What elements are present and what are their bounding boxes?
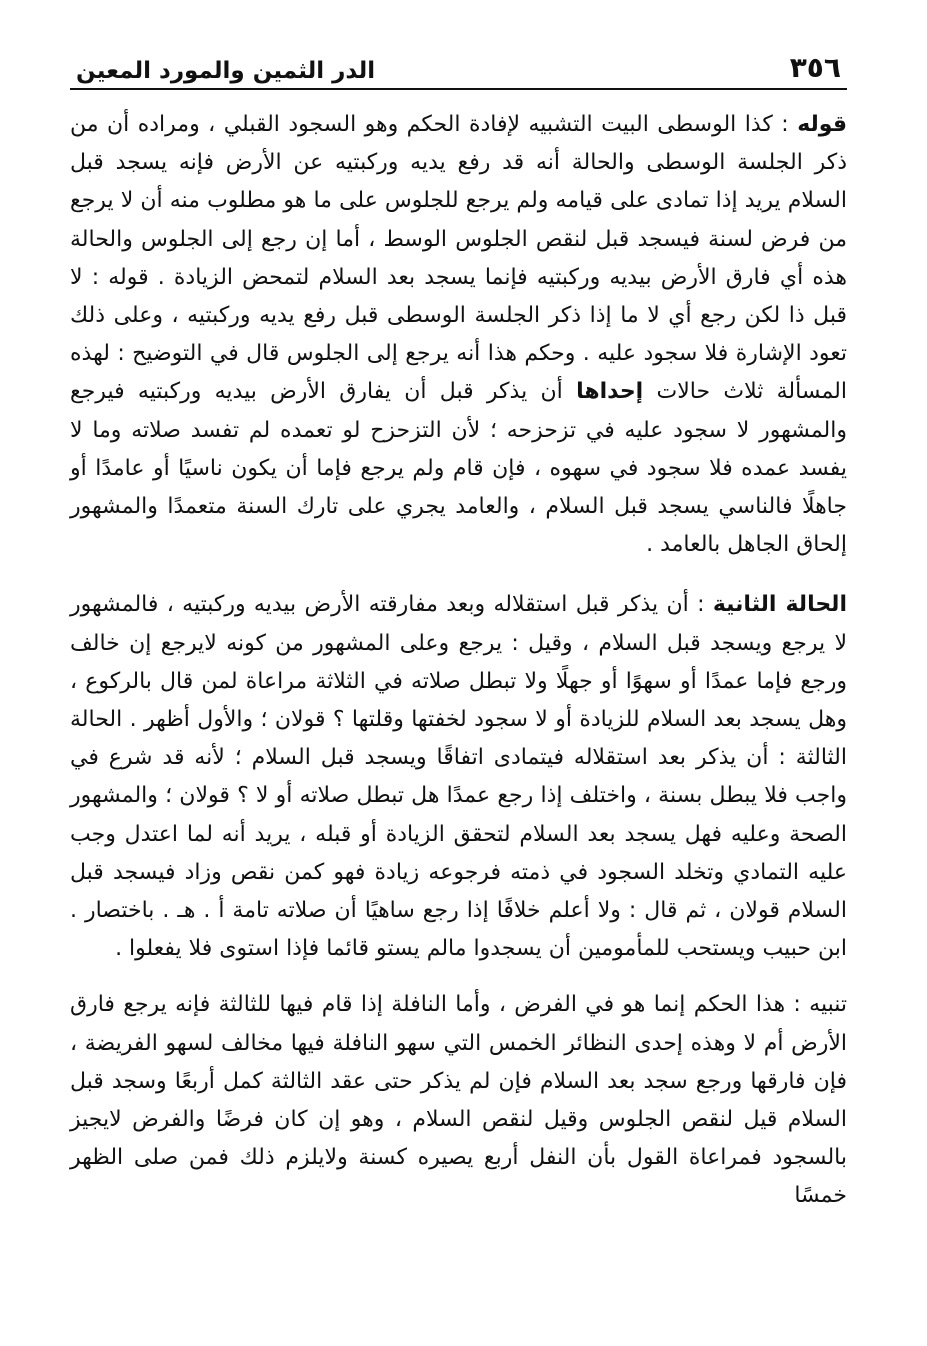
book-title: الدر الثمين والمورد المعين xyxy=(76,58,376,84)
paragraph-1 xyxy=(70,106,847,564)
text-body xyxy=(70,106,847,1216)
paragraph-2-text: : أن يذكر قبل استقلاله وبعد مفارقته الأرض بيديه وركبتيه ، فالمشهور لا يرجع ويسجد قبل السلام ، وقيل : يرجع وعلى المشهور من كونه لايرجع إن خالف ورجع فإما عمدًا أو سهوًا أو جهلًا ولا تبطل صلاته في الثلاثة مراعاة لمن قال بالركوع ، وهل يسجد بعد السلام للزيادة أو لا سجود لخفتها وقلتها ؟ قولان ؛ والأول أظهر . الحالة الثالثة : أن يذكر بعد استقلاله فيتمادى اتفاقًا ويسجد قبل السلام ؛ لأنه قد شرع في واجب فلا يبطل بسنة ، واختلف إذا رجع عمدًا هل تبطل صلاته أو لا ؟ قولان ؛ والمشهور الصحة وعليه فهل يسجد بعد السلام لتحقق الزيادة أو قبله ، يريد أنه لما اعتدل وجب عليه التمادي وتخلد السجود في ذمته فرجوعه زيادة فهو كمن نقص وزاد فيسجد قبل السلام قولان ، ثم قال : ولا أعلم خلافًا إذا رجع ساهيًا أن صلاته تامة أ . هـ . باختصار . ابن حبيب ويستحب للمأمومين أن يسجدوا مالم يستو قائما فإذا استوى فلا يفعلوا . xyxy=(70,592,847,962)
running-header xyxy=(70,44,847,90)
paragraph-1-lead: قوله xyxy=(797,112,847,137)
paragraph-2-lead: الحالة الثانية xyxy=(712,592,847,618)
paragraph-3 xyxy=(70,986,847,1215)
page-number: ٣٥٦ xyxy=(789,51,841,84)
paragraph-1-emphasis: إحداها xyxy=(576,379,644,405)
paragraph-2 xyxy=(70,586,847,968)
paragraph-1-text: : كذا الوسطى البيت التشبيه لإفادة الحكم وهو السجود القبلي ، ومراده أن من ذكر الجلسة الوسطى والحالة أنه قد رفع يديه وركبتيه عن الأرض فإنه يسجد قبل السلام يريد إذا تمادى على قيامه ولم يرجع للجلوس على ما هو مطلوب منه أن لا يرجع من فرض لسنة فيسجد قبل لنقص الجلوس الوسط ، أما إن رجع إلى الجلوس والحالة هذه أي فارق الأرض بيديه وركبتيه فإنما يسجد بعد السلام لتمحض الزيادة . قوله : لا قبل ذا لكن رجع أي لا ما إذا ذكر الجلسة الوسطى قبل رفع يديه وركبتيه ، وعلى ذلك تعود الإشارة فلا سجود عليه . وحكم هذا أنه يرجع إلى الجلوس قال في التوضيح : لهذه المسألة ثلاث حالات xyxy=(70,112,847,405)
paragraph-1-text-continued: أن يذكر قبل أن يفارق الأرض بيديه وركبتيه فيرجع والمشهور لا سجود عليه في تزحزحه ؛ لأن التزحزح لو تعمده لم تفسد صلاته وما لا يفسد عمده فلا سجود في سهوه ، فإن قام ولم يرجع فإما أن يكون ناسيًا أو عامدًا أو جاهلًا فالناسي يسجد قبل السلام ، والعامد يجري على تارك السنة متعمدًا والمشهور إلحاق الجاهل بالعامد . xyxy=(70,379,847,558)
paragraph-3-text: تنبيه : هذا الحكم إنما هو في الفرض ، وأما النافلة إذا قام فيها للثالثة فإنه يرجع فارق الأرض أم لا وهذه إحدى النظائر الخمس التي سهو النافلة فيها مخالف لسهو الفريضة ، فإن فارقها ورجع سجد بعد السلام فإن لم يذكر حتى عقد الثالثة كمل أربعًا وسجد قبل السلام قيل لنقص الجلوس وقيل لنقص السلام ، وهو إن كان فرضًا والفرض لايجيز بالسجود فمراعاة القول بأن النفل أربع يصيره كسنة ولايلزم ذلك فمن صلى الظهر خمسًا xyxy=(70,992,847,1209)
